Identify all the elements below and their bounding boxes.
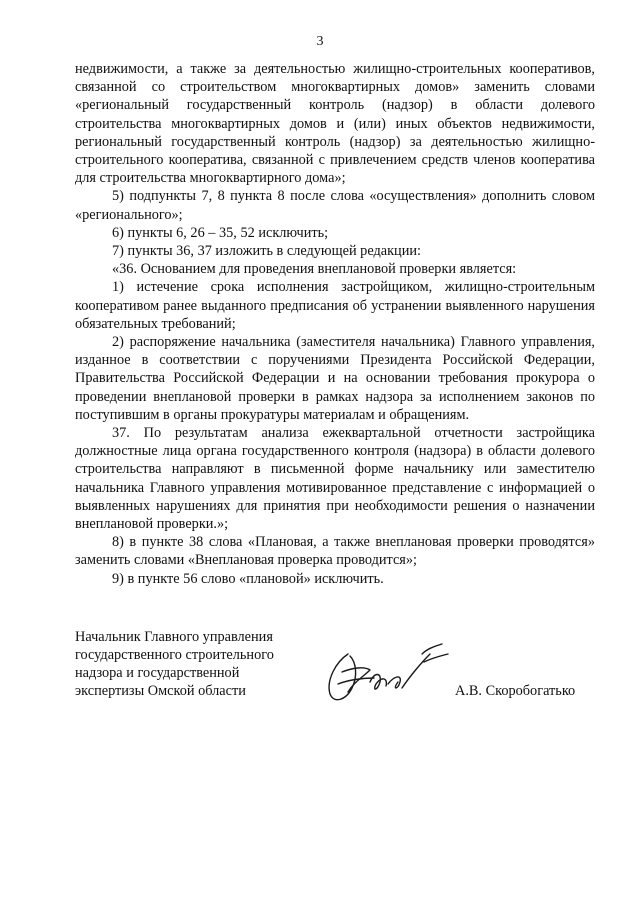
document-body bbox=[75, 60, 595, 588]
paragraph-clause-36-2: 2) распоряжение начальника (заместителя начальника) Главного управления, изданное в соответствии с поручениями Президента Российской Федерации, Правительства Российской Федерации и на основании требования прокурора о проведении внеплановой проверки в рамках надзора за исполнением законов по поступившим в органы прокуратуры материалам и обращениям. bbox=[75, 334, 595, 423]
signatory-position-line: экспертизы Омской области bbox=[75, 683, 246, 699]
signatory-position-line: государственного строительного bbox=[75, 647, 274, 663]
paragraph-continuation: недвижимости, а также за деятельностью жилищно-строительных кооперативов, связанной со строительством многоквартирных домов» заменить словами «региональный государственный контроль (надзор) в области долевого строительства многоквартирных домов и (или) иных объектов недвижимости, региональный государственный контроль (надзор) за деятельностью жилищно-строительного кооператива, связанной с привлечением средств членов кооператива для строительства многоквартирного дома»; bbox=[75, 61, 595, 187]
paragraph-item-5: 5) подпункты 7, 8 пункта 8 после слова «осуществления» дополнить словом «регионального»; bbox=[75, 188, 595, 223]
signatory-position bbox=[75, 628, 335, 700]
paragraph-clause-37: 37. По результатам анализа ежеквартальной отчетности застройщика должностные лица органа государственного контроля (надзора) в области долевого строительства направляют в письменной форме начальнику или заместителю начальника Главного управления мотивированное представление с информацией о выявленных нарушениях для принятия при необходимости решения о назначении внеплановой проверки.»; bbox=[75, 425, 595, 533]
signatory-name: А.В. Скоробогатько bbox=[455, 683, 576, 699]
paragraph-clause-36-1: 1) истечение срока исполнения застройщиком, жилищно-строительным кооперативом ранее выданного предписания об устранении выявленного нарушения обязательных требований; bbox=[75, 279, 595, 332]
signatory-position-line: надзора и государственной bbox=[75, 665, 240, 681]
paragraph-item-6: 6) пункты 6, 26 – 35, 52 исключить; bbox=[112, 224, 329, 241]
paragraph-item-9: 9) в пункте 56 слово «плановой» исключить. bbox=[112, 570, 384, 587]
paragraph-item-8: 8) в пункте 38 слова «Плановая, а также внеплановая проверки проводятся» заменить словами «Внеплановая проверка проводится»; bbox=[75, 534, 595, 569]
signatory-position-line: Начальник Главного управления bbox=[75, 629, 273, 645]
handwritten-signature bbox=[318, 632, 458, 712]
page-number: 3 bbox=[316, 34, 324, 49]
paragraph-clause-36: «36. Основанием для проведения внеплановой проверки является: bbox=[112, 261, 517, 278]
paragraph-item-7: 7) пункты 36, 37 изложить в следующей редакции: bbox=[112, 243, 421, 260]
